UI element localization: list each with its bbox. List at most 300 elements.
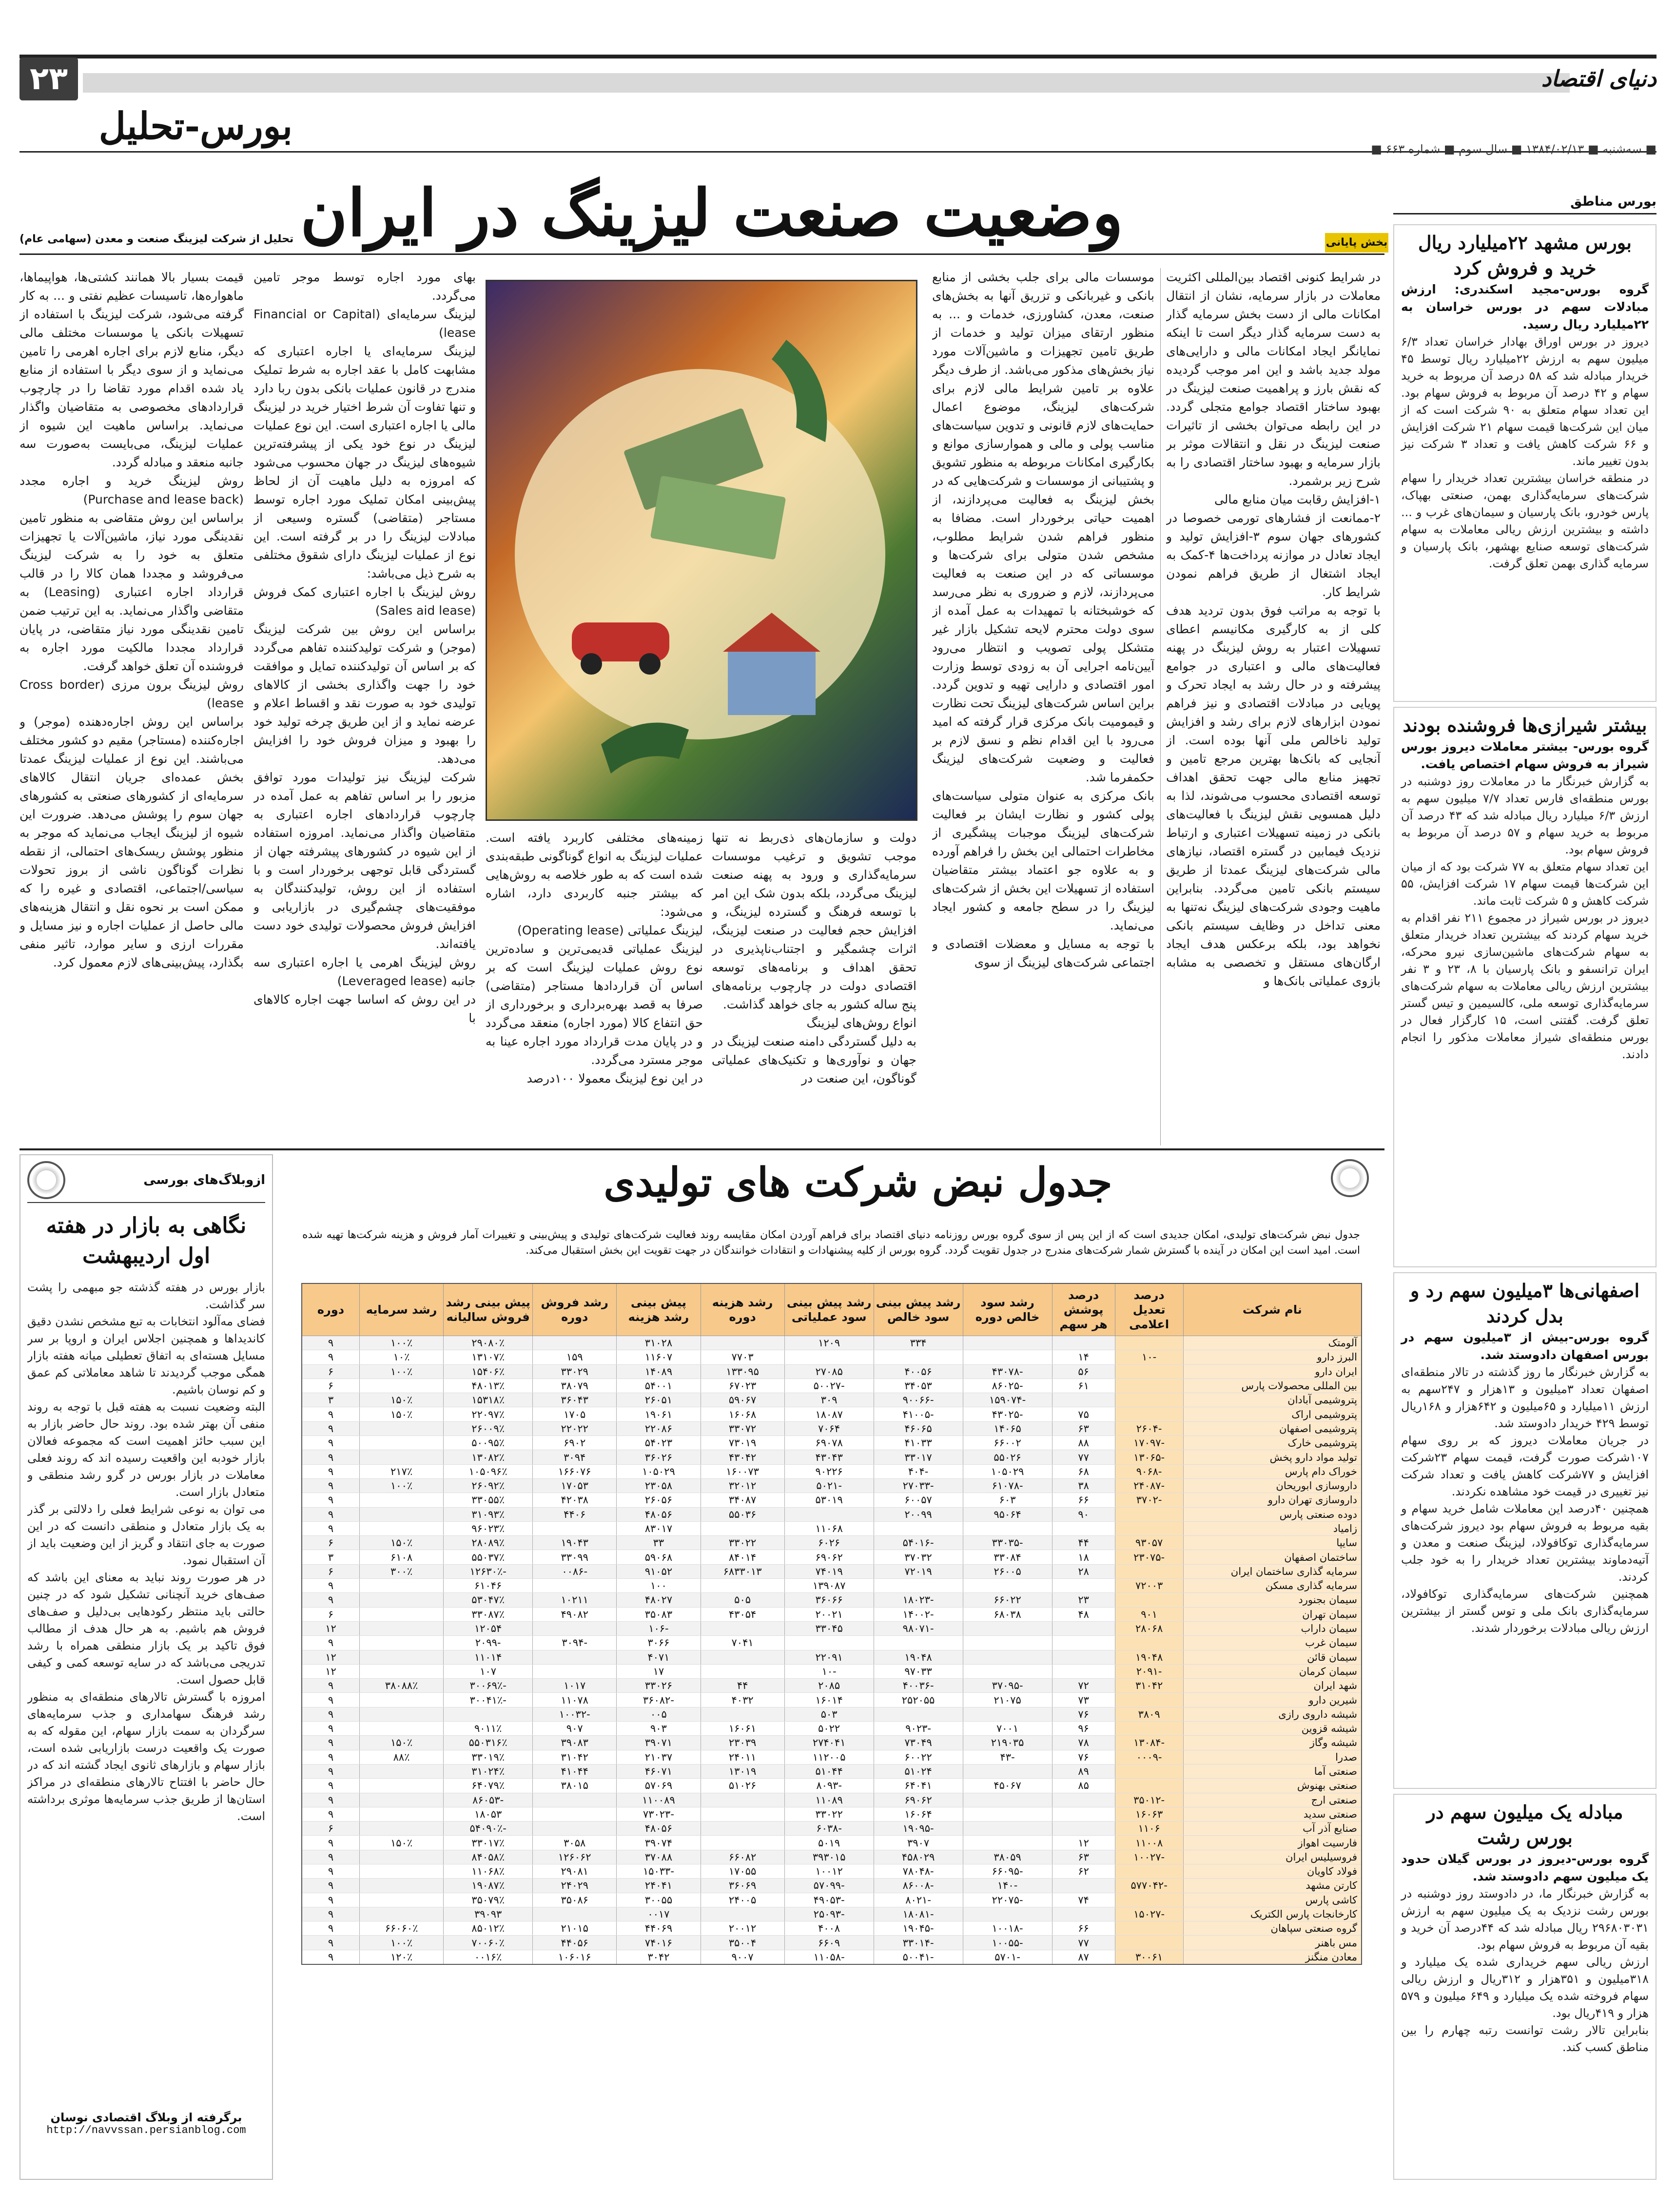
news-headline: بورس مشهد ۲۲میلیارد ریال خرید و فروش کرد [1418,232,1632,279]
table-cell: ۱۰۵۰۲۹ [963,1464,1052,1478]
table-row [302,1507,1362,1521]
company-name-cell: سیمان بجنورد [1183,1593,1362,1607]
table-cell: ۳۶۰۶۹ [701,1879,784,1893]
company-name-cell: شیشه قزوین [1183,1722,1362,1736]
table-row [302,1350,1362,1364]
table-cell [963,1907,1052,1921]
table-cell: ۶۹۰۶۲ [874,1793,963,1807]
table-row [302,1336,1362,1350]
table-cell: ۲۳ [1052,1593,1115,1607]
table-cell: ۳۰۹ [784,1393,874,1407]
company-name-cell: ایران دارو [1183,1364,1362,1378]
table-row [302,1950,1362,1964]
table-cell: ۹ [302,1807,359,1821]
table-cell: ۸۴۰۱۴ [701,1550,784,1564]
table-row [302,1607,1362,1621]
table-cell: ۱۰۰٪ [359,1336,443,1350]
table-cell [1052,1636,1115,1650]
table-cell: ۰۰۱۷ [617,1907,701,1921]
company-name-cell: سرمایه گذاری ساختمان ایران [1183,1564,1362,1578]
table-cell [784,1507,874,1521]
table-cell [1115,1693,1183,1707]
table-cell: ۱۷۰۵۳ [533,1478,617,1493]
table-row [302,1793,1362,1807]
table-cell: ۱۶۰۱۴ [784,1693,874,1707]
article-column-4: زمینه‌های مختلفی کاربرد یافته است. عملیات لیزینگ به انواع گوناگونی طبقه‌بندی شده است که به طور خلاصه به روش‌هایی که بیشتر جنبه کاربردی دارد، اشاره می‌شود: لیزینگ عملیاتی (Operating lease) لیزینگ عملیاتی قدیمی‌ترین و ساده‌ترین نوع روش عملیات لیزینگ است که بر اساس آن قراردادها مستاجر (متقاضی) صرفا به قصد بهره‌برداری و برخورداری از حق انتفاع کالا (مورد اجاره) منعقد می‌گردد و در پایان مدت قرارداد مورد اجاره عینا به موجر مسترد می‌گردد. در این نوع لیزینگ معمولا ۱۰۰درصد [486,831,703,1086]
table-cell: ۴۳۰۴۳ [784,1450,874,1464]
table-cell [359,1579,443,1593]
table-cell: ۹ [302,1421,359,1436]
table-cell [359,1793,443,1807]
table-cell: ۳۱۰۲۸ [617,1336,701,1350]
article-title: وضعیت صنعت لیزینگ در ایران [300,175,1123,251]
table-cell: ۶ [302,1607,359,1621]
table-cell: ۳۸۰۷۹ [533,1378,617,1393]
table-cell [784,1350,874,1364]
table-cell: ۴۸۰۱۳٪ [444,1378,533,1393]
table-cell: -۱۵۰۳۳ [617,1864,701,1878]
table-cell: ۴۴۰۶۹ [617,1921,701,1936]
table-cell: ۱۶۶۰۷۶ [533,1464,617,1478]
table-cell: ۶۴۰۴۱ [874,1779,963,1793]
brand-logo: دنیای اقتصاد [1541,65,1657,92]
top-rule [19,55,1657,58]
table-cell: ۱۵۴۰۶٪ [444,1364,533,1378]
table-cell: ۹ [302,1921,359,1936]
table-cell: ۹ [302,1693,359,1707]
table-cell: ۷۸ [1052,1736,1115,1750]
table-cell: ۹ [302,1836,359,1850]
table-cell: -۳۰۰۶۹٪ [444,1679,533,1693]
table-cell [1115,1921,1183,1936]
table-cell [1115,1864,1183,1878]
table-header-row [302,1283,1362,1336]
table-cell: ۹ [302,1879,359,1893]
table-row [302,1579,1362,1593]
table-cell: ۶ [302,1378,359,1393]
table-cell: ۲۵۲۰۵۵ [874,1693,963,1707]
table-cell [1052,1336,1115,1350]
table-cell: ۱۱۰۶۸٪ [444,1864,533,1878]
table-cell [1115,1636,1183,1650]
table-cell: ۱۵۹ [533,1350,617,1364]
table-cell: ۶۸ [1052,1464,1115,1478]
table-cell [1115,1521,1183,1535]
collage-art [486,281,916,821]
table-cell: ۱۹۰۸۷٪ [444,1879,533,1893]
table-cell: ۲۰۰۱۲ [701,1921,784,1936]
table-row [302,1693,1362,1707]
table-cell: ۹ [302,1936,359,1950]
table-cell: ۲۷۴۰۴۱ [784,1736,874,1750]
news-lead: گروه بورس-مجید اسکندری: ارزش مبادلات سهم در بورس خراسان به ۲۲میلیارد ریال رسید. [1401,282,1649,331]
table-cell [1052,1879,1115,1893]
table-cell: ۱۸۰۵۳ [444,1807,533,1821]
table-cell: ۵۰۳ [784,1707,874,1721]
table-cell [963,1793,1052,1807]
table-cell: ۱۶۰۶۱ [701,1722,784,1736]
table-cell: ۲۱۰۳۷ [617,1750,701,1764]
table-cell [359,1722,443,1736]
table-cell: ۱۰۵۰۲۹ [617,1464,701,1478]
table-cell: ۹ [302,1436,359,1450]
company-name-cell: سایپا [1183,1536,1362,1550]
article-column-6: قیمت بسیار بالا همانند کشتی‌ها، هواپیماها، ماهواره‌ها، تاسیسات عظیم نفتی و ... به کار گرفته می‌شود، شرکت لیزینگ با استفاده از تسهیلات بانکی یا موسسات مختلف مالی دیگر، منابع لازم برای اجاره اهرمی را تامین می‌نماید و از سوی دیگر با استفاده از منابع یاد شده اقدام مورد تقاضا را در چارچوب قراردادهای مخصوصی به متقاضیان واگذار می‌نماید. براساس ماهیت این شیوه از عملیات لیزینگ، می‌بایست به‌صورت سه جانبه منعقد و مبادله گردد. روش لیزینگ خرید و اجاره مجدد (Purchase and lease back) براساس این روش متقاضی به منظور تامین نقدینگی مورد نیاز، ماشین‌آلات یا تجهیزات متعلق به خود را به شرکت لیزینگ می‌فروشد و مجددا همان کالا را در قالب قرارداد اجاره اعتباری (Leasing) به متقاضی واگذار می‌نماید. به این ترتیب ضمن تامین نقدینگی مورد نیاز متقاضی، در پایان قرارداد مجددا مالکیت مورد اجاره به فروشنده آن تعلق خواهد گرفت. روش لیزینگ برون مرزی (Cross border lease) براساس این روش اجاره‌دهنده (موجر) و اجاره‌کننده (مستاجر) مقیم دو کشور مختلف می‌باشند. این نوع از عملیات لیزینگ عمدتا بخش عمده‌ای جریان انتقال کالاهای سرمایه‌ای از کشورهای صنعتی به کشورهای جهان سوم را پوشش می‌دهد. ضرورت این شیوه از لیزینگ ایجاب می‌نماید که موجر به منظور پوشش ریسک‌های احتمالی، از نقطه نظرات گوناگون ناشی از بروز تحولات سیاسی/اجتماعی، اقتصادی و غیره را که ممکن است بر نحوه نقل و انتقال هزینه‌های مالی حاصل از عملیات اجاره و نیز مسایل و مقررات ارزی و سایر موارد، تاثیر منفی بگذارد، پیش‌بینی‌های لازم معمول کرد. [19,270,244,970]
table-cell: ۱۷۰۵ [533,1407,617,1421]
table-cell: ۶۹۰۶۲ [784,1550,874,1564]
table-cell: ۲۱۹۰۳۵ [963,1736,1052,1750]
table-cell: ۳۳۰۲۲ [701,1536,784,1550]
table-cell: ۱۱۰۷۸ [533,1693,617,1707]
table-cell [359,1893,443,1907]
news-lead: گروه بورس- بیشتر معاملات دیروز بورس شیراز به فروش سهام اختصاص یافت. [1401,739,1649,771]
table-cell: ۱۴۰۸۹ [617,1364,701,1378]
table-cell: ۳۰۵۸ [533,1836,617,1850]
table-row [302,1936,1362,1950]
table-cell: ۱۵۳۱۸٪ [444,1393,533,1407]
table-cell: -۰۰۰۹ [1115,1750,1183,1764]
table-cell: -۲۰۹۱ [1115,1664,1183,1678]
table-cell [359,1650,443,1664]
company-name-cell: شیرین دارو [1183,1693,1362,1707]
table-cell: -۹۰۶۸ [1115,1464,1183,1478]
table-cell: ۱۲۶۰۶۲ [533,1850,617,1864]
table-cell [1052,1664,1115,1678]
table-cell [359,1450,443,1464]
table-cell: -۱۸۰۸۱ [874,1907,963,1921]
table-cell: ۱۳۳۰۹۵ [701,1364,784,1378]
table-cell: ۱۲۰۹ [784,1336,874,1350]
table-cell: ۸۳۰۱۷ [617,1521,701,1535]
table-cell: ۱۰٪ [359,1350,443,1364]
table-cell: ۱۴۰۶۵ [963,1421,1052,1436]
table-cell [963,1350,1052,1364]
table-cell: ۶۱ [1052,1378,1115,1393]
table-cell [963,1579,1052,1593]
table-cell: ۱۵۰٪ [359,1836,443,1850]
company-name-cell: دوده صنعتی پارس [1183,1507,1362,1521]
table-cell: -۲۵۰۹۳ [784,1907,874,1921]
table-cell [359,1493,443,1507]
table-cell: ۵۱۰۴۴ [784,1764,874,1778]
globe-icon [27,1161,65,1199]
table-cell: -۱۴۰۰۲ [874,1607,963,1621]
table-cell: ۵۳۰۴۷٪ [444,1593,533,1607]
table-cell: ۴۶۰۷۱ [617,1764,701,1778]
table-cell: ۱۹۰۴۸ [1115,1650,1183,1664]
table-cell: ۱۱۰۶ [1115,1822,1183,1836]
table-cell: ۶۸۳۳۰۱۳ [701,1564,784,1578]
table-cell: -۲۰۹۹ [444,1636,533,1650]
table-cell: ۲۲۰۸۶ [617,1421,701,1436]
table-cell: ۳۸۰۱۵ [533,1779,617,1793]
table-cell [701,1579,784,1593]
table-cell: ۷۶ [1052,1750,1115,1764]
table-cell: ۶۹۰۲ [533,1436,617,1450]
article-column-2: موسسات مالی برای جلب بخشی از منابع بانکی و غیربانکی و تزریق آنها به بخش‌های صنعت، معدن، کشاورزی، خدمات و ... به منظور ارتقای میزان تولید و خدمات از طریق تامین تجهیزات و ماشین‌آلات مورد نیاز بخش‌های مذکور می‌باشد. از طرف دیگر علاوه بر تامین شرایط مالی لازم برای شرکت‌های لیزینگ، موضوع اعمال حمایت‌های لازم قانونی و تدوین سیاست‌های مناسب پولی و مالی و هموارسازی موانع و بکارگیری امکانات مربوطه به منظور تشویق و پشتیبانی از موسسات و شرکت‌هایی که در بخش لیزینگ به فعالیت می‌پردازند، از اهمیت حیاتی برخوردار است. مضافا به منظور فراهم شدن شرایط مطلوب، مشخص شدن متولی برای شرکت‌ها و موسساتی که در این صنعت به فعالیت می‌پردازند، لازم و ضروری به نظر می‌رسد که خوشبختانه با تمهیدات به عمل آمده از سوی دولت محترم لایحه تشکیل بازار غیر متشکل پولی تصویب و انتظار می‌رود آیین‌نامه اجرایی آن به زودی توسط وزارت امور اقتصادی و دارایی تهیه و تدوین گردد. براین اساس شرکت‌های لیزینگ تحت نظارت و قیمومیت بانک مرکزی قرار گرفته که امید می‌رود با این اقدام نظم و نسق لازم بر فعالیت و وضعیت شرکت‌های لیزینگ حکمفرما شد. بانک مرکزی به عنوان متولی سیاست‌های پولی کشور و نظارت ایشان بر فعالیت شرکت‌های لیزینگ موجبات پیشگیری از مخاطرات احتمالی این بخش را فراهم آورده و به علاوه جو اعتماد بیشتر متقاضیان استفاده از تسهیلات این بخش از شرکت‌های لیزینگ را در سطح جامعه و کشور ایجاد می‌نماید. با توجه به مسایل و معضلات اقتصادی و اجتماعی شرکت‌های لیزینگ از سوی [932,270,1154,970]
table-cell [963,1636,1052,1650]
table-cell: -۳۷۰۲ [1115,1493,1183,1507]
blog-url[interactable]: http://navvssan.persianblog.com [46,2124,246,2136]
company-name-cell: داروسازی ابوریحان [1183,1478,1362,1493]
table-cell: ۳۶۰۶۶ [784,1593,874,1607]
table-cell: ۹۵۰۶۴ [963,1507,1052,1521]
table-cell: ۴۰۷۱ [617,1650,701,1664]
table-cell [359,1507,443,1521]
table-cell: ۹ [302,1750,359,1764]
company-name-cell: سرمایه گذاری مسکن [1183,1579,1362,1593]
table-cell [359,1764,443,1778]
table-cell: ۲۲۰۲۲ [533,1421,617,1436]
table-cell: ۶۲ [1052,1864,1115,1878]
table-cell: ۹ [302,1736,359,1750]
news-body: به گزارش خبرنگار ما، در دادوستد روز دوشنبه در بورس رشت نزدیک به یک میلیون سهم به ارزش ۲۹۶۸۰۳۰۳۱ ریال مبادله شد که ۴۴درصد آن خرید و بقیه آن مربوط به فروش سهام بود. ارزش ریالی سهم خریداری شده یک میلیارد و ۳۱۸میلیون و ۳۵۱هزار و ۳۱۲ریال و ارزش ریالی سهام فروخته شده یک میلیارد و ۶۴۹ میلیون و ۵۷۹ هزار و ۴۱۹ریال بود. بنابراین تالار رشت توانست رتبه چهارم را بین مناطق کسب کند. [1401,1887,1649,2054]
table-row [302,1536,1362,1550]
company-name-cell: ساختمان اصفهان [1183,1550,1362,1564]
table-cell: ۴۰۰۵۶ [874,1364,963,1378]
blog-label: ازوبلاگ‌های بورسی [143,1173,265,1187]
table-cell: ۱۰۲۱۱ [533,1593,617,1607]
table-header-cell: نام شرکت [1183,1283,1362,1336]
table-cell: ۱۵۰٪ [359,1393,443,1407]
table-cell: -۱۰۰۲۷ [1115,1850,1183,1864]
company-name-cell: آلومتک [1183,1336,1362,1350]
table-cell: ۶ [302,1364,359,1378]
table-cell: ۵۹۰۶۷ [701,1393,784,1407]
table-cell: ۳۳۰۹۹ [533,1550,617,1564]
table-cell [359,1621,443,1635]
column-divider [1160,268,1161,1145]
table-cell: ۰۰۱۶٪ [444,1950,533,1964]
table-cell: ۳۹۰۷ [874,1836,963,1850]
table-cell: ۲۹۰۸۱ [533,1864,617,1878]
table-cell: ۴۰۰۸ [784,1921,874,1936]
table-cell [359,1421,443,1436]
news-headline: بیشتر شیرازی‌ها فروشنده بودند [1403,714,1647,736]
table-header-cell: پیش بینی رشد فروش سالیانه [444,1283,533,1336]
table-cell: ۱۴ [1052,1350,1115,1364]
table-cell: ۱۵۰٪ [359,1736,443,1750]
table-cell [359,1807,443,1821]
table-cell: ۱۲۰٪ [359,1950,443,1964]
table-cell: -۵۷۰۱ [963,1950,1052,1964]
table-cell: ۵۴۰۲۳ [617,1436,701,1450]
table-header-cell: پیش بینی رشد هزینه [617,1283,701,1336]
company-name-cell: کارخانجات پارس الکتریک [1183,1907,1362,1921]
table-cell: ۴۳۰۵۴ [701,1607,784,1621]
table-cell: ۱۵۰٪ [359,1407,443,1421]
table-cell: ۱۲ [302,1621,359,1635]
table-cell: ۱۰۷ [444,1664,533,1678]
table-cell: -۱۳۰۸۴ [1115,1736,1183,1750]
table-cell: ۱۷۰۵۵ [701,1864,784,1878]
table-cell: ۲۴۰۴۱ [617,1879,701,1893]
table-cell: ۱۸ [1052,1550,1115,1564]
table-cell: ۴۵۰۶۷ [963,1779,1052,1793]
section-title: بورس-تحلیل [98,104,292,148]
table-cell [533,1579,617,1593]
table-cell [359,1693,443,1707]
table-cell [1115,1407,1183,1421]
table-cell: ۴۴ [1052,1536,1115,1550]
table-cell: ۹ [302,1907,359,1921]
table-row [302,1921,1362,1936]
table-cell [359,1850,443,1864]
table-cell: ۹ [302,1950,359,1964]
table-cell: -۲۲۰۷۵ [963,1893,1052,1907]
news-body: به گزارش خبرنگار ما روز گذشته در تالار منطقه‌ای اصفهان تعداد ۳میلیون و ۱۳هزار و ۲۴۷سهم به ارزش ۱۱میلیارد و ۶۵میلیون و ۶۴۲هزار و ۱۶۸ریال توسط ۴۲۹ خریدار دادوستد شد. در جریان معاملات دیروز که بر روی سهام ۱۰۷شرکت صورت گرفت، قیمت سهام ۲۳شرکت افزایش و ۷۷شرکت کاهش یافت و تعداد شرکت نیز تغییری در قیمت خود مشاهده نکردند. همچنین ۴۰درصد این معاملات شامل خرید سهام و بقیه مربوط به فروش سهام بود دیروز شرکت‌های سرمایه‌گذاری توکافولاد، لیزینگ صنعت و معدن و آتیه‌دماوند بیشترین تعداد خریدار را به خود جلب کردند. همچنین شرکت‌های سرمایه‌گذاری توکافولاد، سرمایه‌گذاری بانک ملی و توس گستر از بیشترین ارزش ریالی مبادلات برخوردار شدند. [1401,1365,1649,1635]
company-name-cell: پتروشیمی خارک [1183,1436,1362,1450]
table-cell: ۱۰۰٪ [359,1364,443,1378]
table-cell: ۴۸ [1052,1607,1115,1621]
table-cell: ۹۰۱ [1115,1607,1183,1621]
table-cell [1052,1579,1115,1593]
table-cell: ۳۳۴ [874,1336,963,1350]
blog-box [19,1154,273,2180]
table-cell [963,1664,1052,1678]
table-cell: ۲۸ [1052,1564,1115,1578]
table-cell: ۹ [302,1350,359,1364]
table-cell: ۷۲ [1052,1679,1115,1693]
company-name-cell: سیمان داراب [1183,1621,1362,1635]
table-cell: ۳۳۰۲۲ [784,1807,874,1821]
table-cell [359,1707,443,1721]
table-header-cell: درصد تعدیل اعلامی [1115,1283,1183,1336]
part-label: بخش پایانی [1325,233,1388,252]
table-cell: ۶۸۰۳۸ [963,1607,1052,1621]
table-cell: ۶۳ [1052,1421,1115,1436]
table-cell [1052,1907,1115,1921]
table-row [302,1521,1362,1535]
table-cell: -۱۵۹۰۷۴ [963,1393,1052,1407]
table-cell: ۱۰۰٪ [359,1936,443,1950]
table-cell: ۱۲ [1052,1836,1115,1850]
table-cell: ۹۰۲۲۶ [784,1464,874,1478]
table-cell: ۱۱۰۶۸ [784,1521,874,1535]
table-cell: ۲۷۰۸۵ [784,1364,874,1378]
table-cell [533,1793,617,1807]
table-cell [874,1707,963,1721]
table-cell [701,1521,784,1535]
table-cell: ۱۳۰۸۲٪ [444,1450,533,1464]
table-cell: -۸۶۰۲۵ [963,1378,1052,1393]
table-cell [359,1636,443,1650]
table-cell: ۹۰۷ [533,1722,617,1736]
table-cell: -۸۶۰۰۸ [874,1879,963,1893]
table-row [302,1664,1362,1678]
table-row [302,1493,1362,1507]
table-row [302,1650,1362,1664]
table-cell [359,1879,443,1893]
table-cell: ۳۵۰۸۳ [617,1607,701,1621]
news-item-mashhad [1393,224,1657,702]
table-row [302,1822,1362,1836]
table-cell [701,1822,784,1836]
table-cell: ۹ [302,1793,359,1807]
table-cell: ۷۷ [1052,1936,1115,1950]
table-cell [1052,1650,1115,1664]
table-cell: ۱۱۶۰۷ [617,1350,701,1364]
table-cell: ۴۴ [701,1679,784,1693]
table-cell: -۱۴۰ [963,1879,1052,1893]
table-cell [701,1664,784,1678]
table-cell [359,1521,443,1535]
table-row [302,1679,1362,1693]
table-cell: ۷۵ [1052,1407,1115,1421]
table-cell: ۶ [302,1536,359,1550]
table-cell: -۱۰ [1115,1350,1183,1364]
table-cell: ۲۱۰۱۵ [533,1921,617,1936]
table-cell: ۳۲۰۱۲ [701,1478,784,1493]
table-cell: ۵۴۰۰۱ [617,1378,701,1393]
table-cell: ۱۰۶۰۱۶ [533,1950,617,1964]
table-row [302,1550,1362,1564]
company-name-cell: کاشی پارس [1183,1893,1362,1907]
company-name-cell: داروسازی تهران دارو [1183,1493,1362,1507]
article-byline: تحلیل از شرکت لیزینگ صنعت و معدن (سهامی عام) [19,233,294,245]
table-cell [701,1650,784,1664]
table-cell: ۵۰۰۹۵٪ [444,1436,533,1450]
table-cell [963,1707,1052,1721]
table-cell: ۹۰۰۷ [701,1950,784,1964]
table-cell: ۳۳۰۱۹٪ [444,1750,533,1764]
table-row [302,1593,1362,1607]
table-row [302,1636,1362,1650]
table-cell: ۸۸٪ [359,1750,443,1764]
table-cell [1115,1936,1183,1950]
table-cell [701,1836,784,1850]
table-cell: ۵۹۰۶۸ [617,1550,701,1564]
table-cell: ۲۹۰۸۰٪ [444,1336,533,1350]
table-cell: ۲۴۰۲۹ [533,1879,617,1893]
table-cell: ۲۳۰۳۹ [701,1736,784,1750]
table-cell: ۹ [302,1722,359,1736]
table-cell: ۰۰۵ [617,1707,701,1721]
table-cell [533,1521,617,1535]
table-cell [444,1707,533,1721]
table-cell: ۴۸۰۲۷ [617,1593,701,1607]
table-cell: ۳۹۰۹۳ [444,1907,533,1921]
table-cell [701,1907,784,1921]
table-cell [1115,1564,1183,1578]
table-row [302,1779,1362,1793]
company-name-cell: زامیاد [1183,1521,1362,1535]
table-cell: ۹۰۱۱٪ [444,1722,533,1736]
table-cell: -۱۰۰۳۲ [533,1707,617,1721]
table-cell: ۴۴۰۶ [533,1507,617,1521]
table-cell: ۳۳۰۸۴ [963,1550,1052,1564]
table-header-cell: رشد هزینه دوره [701,1283,784,1336]
table-cell: ۷۷ [1052,1450,1115,1464]
table-cell: -۹۰۰۶۶ [874,1393,963,1407]
table-cell: ۳ [302,1550,359,1564]
table-cell: ۲۲۰۹۷٪ [444,1407,533,1421]
news-headline: اصفهانی‌ها ۳میلیون سهم رد و بدل کردند [1410,1280,1640,1327]
table-cell: ۸۴۰۵۸٪ [444,1850,533,1864]
company-name-cell: شیشه وگاز [1183,1736,1362,1750]
table-cell: ۲۶۰۵۶ [617,1493,701,1507]
table-cell: ۷۲۰۱۹ [874,1564,963,1578]
table-cell [963,1836,1052,1850]
company-name-cell: صنعتی ارج [1183,1793,1362,1807]
table-cell [533,1621,617,1635]
table-cell [701,1621,784,1635]
company-name-cell: پتروشیمی اراک [1183,1407,1362,1421]
table-cell: ۹۰ [1052,1507,1115,1521]
table-cell: ۴۱۰۳۳ [874,1436,963,1450]
company-name-cell: مس باهنر [1183,1936,1362,1950]
table-cell: ۹ [302,1707,359,1721]
